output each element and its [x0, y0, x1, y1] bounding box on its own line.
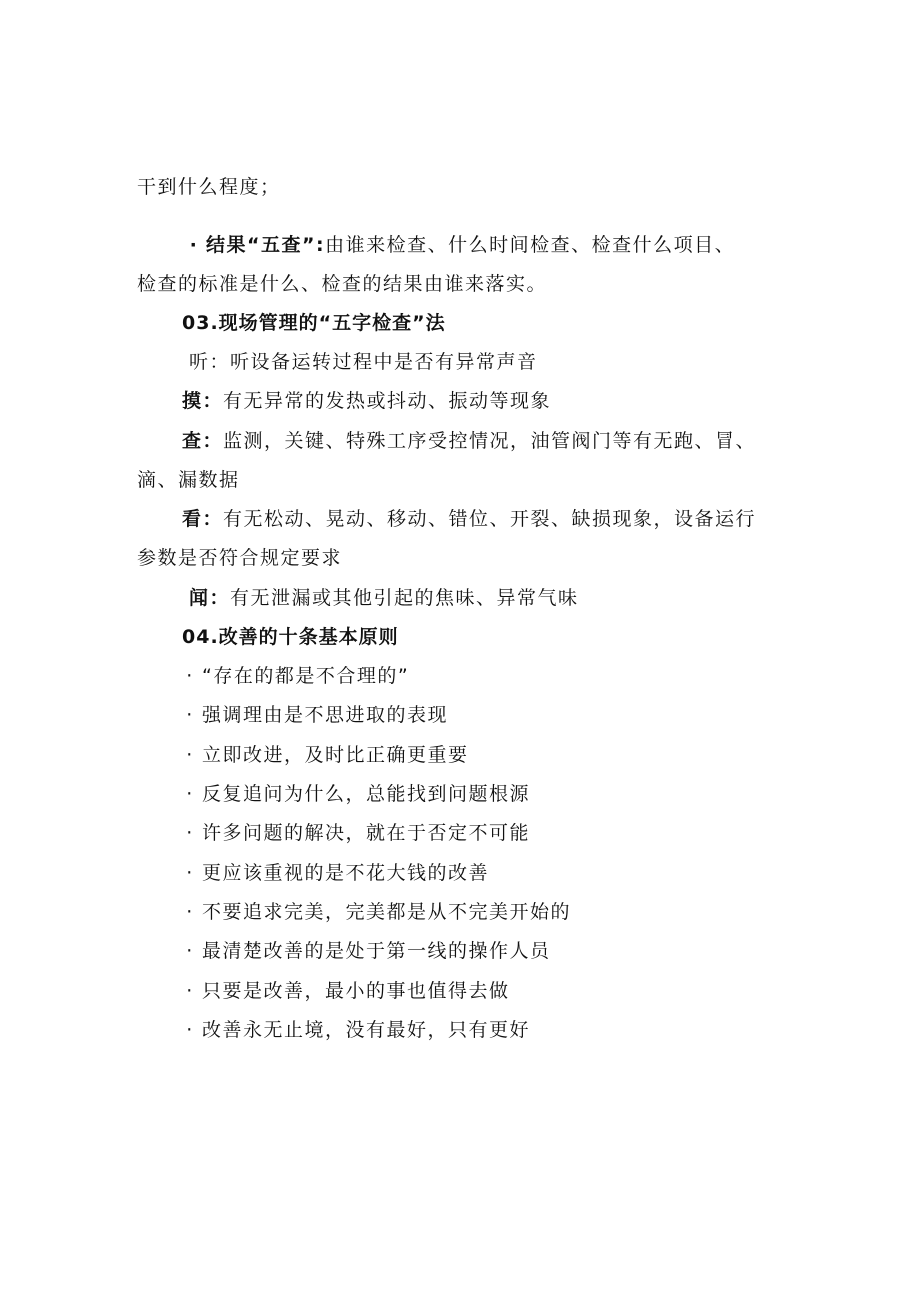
principle-item: · 更应该重视的是不花大钱的改善 — [178, 861, 489, 885]
bullet-dot: · — [186, 783, 194, 805]
check-inspect — [182, 429, 756, 453]
five-checks-label: 结果“五查” — [206, 234, 316, 256]
principle-item: · 许多问题的解决，就在于否定不可能 — [178, 821, 530, 845]
check-term: 摸： — [182, 390, 224, 412]
check-text: 有无松动、晃动、移动、错位、开裂、缺损现象，设备运行 — [223, 508, 757, 530]
principle-item: · 最清楚改善的是处于第一线的操作人员 — [178, 939, 551, 963]
principle-item: · 改善永无止境，没有最好，只有更好 — [178, 1018, 530, 1042]
principle-item: · “存在的都是不合理的” — [178, 664, 409, 688]
bullet-dot: · — [186, 665, 194, 687]
bullet-dot: · — [186, 1019, 194, 1041]
section-03-heading: 03.现场管理的“五字检查”法 — [182, 312, 446, 334]
check-touch — [182, 389, 551, 413]
five-checks-colon: : — [315, 234, 326, 256]
bullet-dot: · — [186, 980, 194, 1002]
check-look — [182, 507, 756, 531]
section-04-heading: 04.改善的十条基本原则 — [182, 626, 399, 648]
check-term: 看： — [182, 508, 224, 530]
check-text: 有无异常的发热或抖动、振动等现象 — [223, 390, 552, 412]
five-checks-line1 — [182, 233, 735, 257]
five-checks-text: 由谁来检查、什么时间检查、检查什么项目、 — [325, 234, 736, 256]
check-look-cont: 参数是否符合规定要求 — [137, 547, 343, 569]
check-text: 有无泄漏或其他引起的焦味、异常气味 — [230, 587, 579, 609]
check-inspect-cont: 滴、漏数据 — [137, 469, 240, 491]
principle-item: · 反复追问为什么，总能找到问题根源 — [178, 782, 530, 806]
bullet-dot: · — [189, 234, 199, 256]
intro-tail: 干到什么程度； — [137, 176, 281, 198]
check-term: 查： — [182, 430, 224, 452]
bullet-dot: · — [186, 901, 194, 923]
principle-item: · 不要追求完美，完美都是从不完美开始的 — [178, 900, 571, 924]
five-checks-line2: 检查的标准是什么、检查的结果由谁来落实。 — [137, 273, 548, 295]
check-term: 听 — [189, 351, 210, 373]
principle-item: · 强调理由是不思进取的表现 — [178, 703, 448, 727]
check-smell — [189, 586, 579, 610]
bullet-dot: · — [186, 744, 194, 766]
principle-item: · 只要是改善，最小的事也值得去做 — [178, 979, 510, 1003]
check-listen — [189, 350, 538, 374]
bullet-dot: · — [186, 862, 194, 884]
check-text: 监测，关键、特殊工序受控情况，油管阀门等有无跑、冒、 — [223, 430, 757, 452]
bullet-dot: · — [186, 704, 194, 726]
check-term: 闻： — [189, 587, 231, 609]
bullet-dot: · — [186, 822, 194, 844]
check-text: ：听设备运转过程中是否有异常声音 — [209, 351, 538, 373]
bullet-dot: · — [186, 940, 194, 962]
principle-item: · 立即改进，及时比正确更重要 — [178, 743, 469, 767]
